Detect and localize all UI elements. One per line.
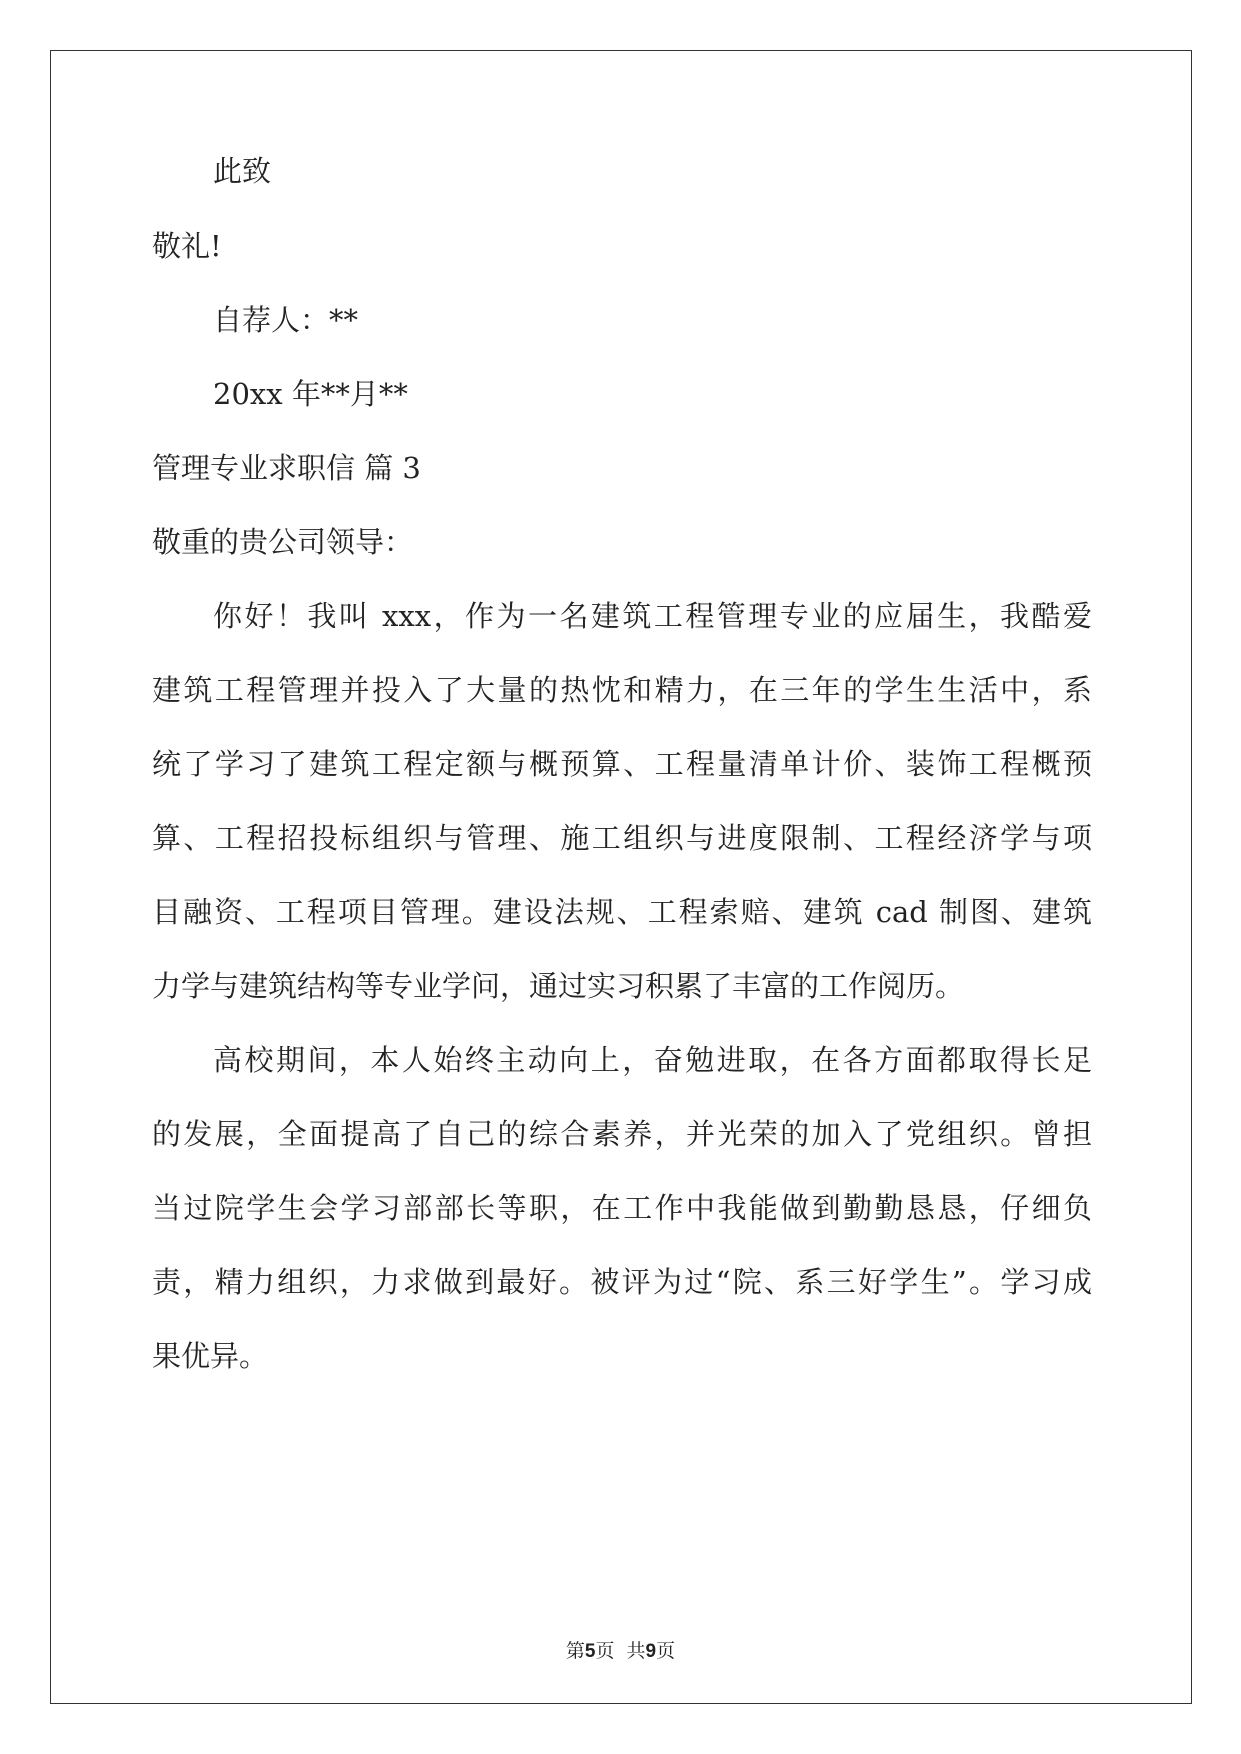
paragraph-1-line: 统了学习了建筑工程定额与概预算、工程量清单计价、装饰工程概预 [152, 747, 1092, 781]
closing-salutation: 此致 [213, 154, 272, 188]
closing-regards: 敬礼! [152, 229, 222, 263]
page-number: 5 [584, 1641, 596, 1662]
paragraph-1-line: 目融资、工程项目管理。建设法规、工程索赔、建筑 cad 制图、建筑 [152, 895, 1092, 929]
paragraph-1-line: 你好！我叫 xxx，作为一名建筑工程管理专业的应届生，我酷爱 [213, 599, 1092, 633]
date-line: 20xx 年**月** [213, 377, 408, 411]
greeting: 敬重的贵公司领导： [152, 525, 414, 559]
page-mid: 页 共 [595, 1640, 646, 1662]
paragraph-1-line: 算、工程招投标组织与管理、施工组织与进度限制、工程经济学与项 [152, 821, 1092, 855]
paragraph-1-line: 力学与建筑结构等专业学问，通过实习积累了丰富的工作阅历。 [152, 969, 965, 1003]
signer-line: 自荐人：** [213, 303, 359, 337]
paragraph-2-line: 的发展，全面提高了自己的综合素养，并光荣的加入了党组织。曾担 [152, 1117, 1092, 1151]
page-prefix: 第 [565, 1640, 585, 1662]
page-total: 9 [645, 1641, 657, 1662]
page-footer [0, 1636, 1241, 1663]
paragraph-2-line: 果优异。 [152, 1339, 269, 1373]
page-suffix: 页 [656, 1640, 676, 1662]
paragraph-1-line: 建筑工程管理并投入了大量的热忱和精力，在三年的学生生活中，系 [152, 673, 1092, 707]
section-title: 管理专业求职信 篇 3 [152, 451, 421, 485]
paragraph-2-line: 当过院学生会学习部部长等职，在工作中我能做到勤勤恳恳，仔细负 [152, 1191, 1092, 1225]
paragraph-2-line: 责，精力组织，力求做到最好。被评为过“院、系三好学生”。学习成 [152, 1265, 1092, 1299]
page-frame [50, 50, 1192, 1704]
paragraph-2-line: 高校期间，本人始终主动向上，奋勉进取，在各方面都取得长足 [213, 1043, 1092, 1077]
